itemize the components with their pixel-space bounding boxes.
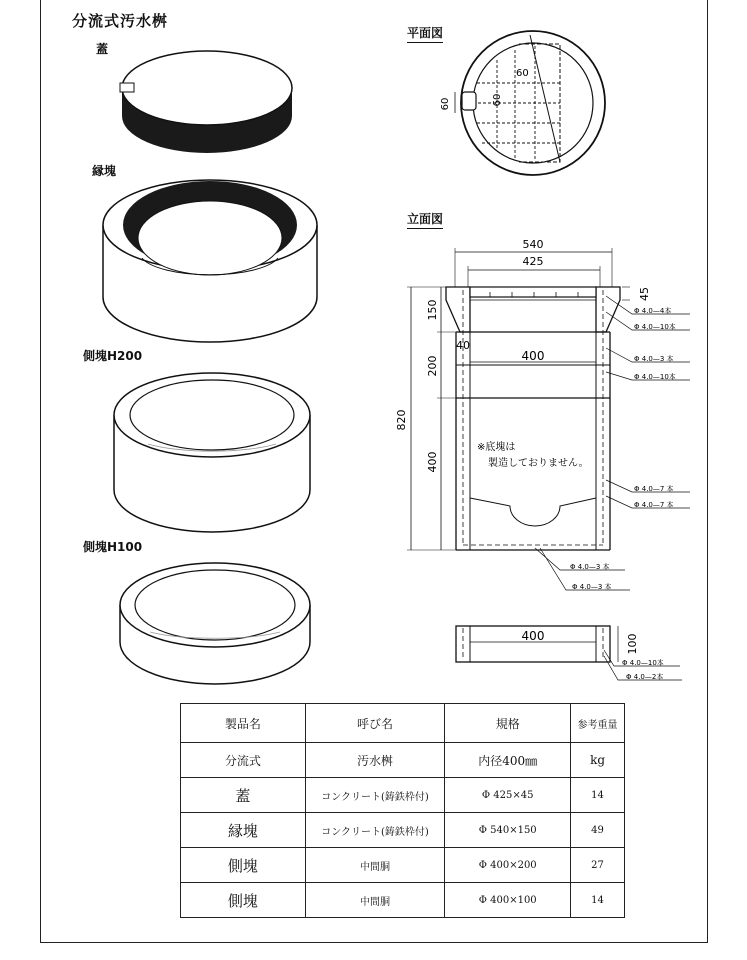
cell-product: 側塊 [181, 848, 306, 883]
rebar-label-2: Φ 4.0—10本 [634, 323, 676, 331]
plan-dim-60-lug: 60 [440, 97, 451, 111]
label-side-h100: 側塊H100 [83, 540, 143, 554]
cell-nominal: 中間胴 [305, 848, 445, 883]
elev-dim-150: 150 [426, 299, 439, 321]
elevation-view-title: 立面図 [407, 212, 443, 229]
small-rebar-label-1: Φ 4.0—10本 [622, 659, 664, 667]
side-block-h100-illustration [120, 563, 310, 684]
cell-nominal: 中間胴 [305, 883, 445, 918]
cell-spec: Φ 400×100 [445, 883, 571, 918]
label-lid: 蓋 [96, 42, 109, 56]
elev-dim-40: 40 [456, 339, 470, 352]
cell-product: 縁塊 [181, 813, 306, 848]
side-block-h200-illustration [114, 373, 310, 532]
table-row [181, 883, 625, 918]
elev-dim-820: 820 [395, 409, 408, 431]
rebar-label-6: Φ 4.0—7 本 [634, 501, 674, 509]
elev-dim-425: 425 [522, 255, 544, 268]
elev-dim-200: 200 [426, 355, 439, 377]
plan-dim-60-inner: 60 [492, 93, 503, 107]
plan-view-title: 平面図 [407, 26, 443, 43]
rebar-label-1: Φ 4.0—4本 [634, 307, 672, 315]
cell-weight: kg [571, 743, 625, 778]
cell-product: 蓋 [181, 778, 306, 813]
header-specification: 規格 [445, 704, 571, 743]
lid-illustration [120, 51, 292, 153]
cell-spec: Φ 540×150 [445, 813, 571, 848]
table-row [181, 813, 625, 848]
small-section-view [456, 626, 682, 681]
drawing-title: 分流式汚水桝 [72, 12, 169, 30]
rebar-label-4: Φ 4.0—10本 [634, 373, 676, 381]
table-row [181, 743, 625, 778]
cell-nominal: コンクリート(鋳鉄枠付) [305, 813, 445, 848]
header-reference-weight: 参考重量 [571, 704, 625, 743]
cell-weight: 14 [571, 778, 625, 813]
cell-spec: Φ 400×200 [445, 848, 571, 883]
small-dim-100: 100 [626, 633, 639, 655]
cell-product: 分流式 [181, 743, 306, 778]
label-side-h200: 側塊H200 [83, 349, 143, 363]
label-rim: 縁塊 [92, 164, 117, 178]
rebar-label-3: Φ 4.0—3 本 [634, 355, 674, 363]
cell-spec: 内径400㎜ [445, 743, 571, 778]
table-row [181, 778, 625, 813]
elev-dim-45: 45 [638, 287, 651, 301]
spec-table-header-row [181, 704, 625, 743]
elevation-view [395, 238, 690, 591]
cell-weight: 27 [571, 848, 625, 883]
rebar-label-7: Φ 4.0—3 本 [570, 563, 610, 571]
elev-dim-400-inner: 400 [521, 349, 545, 363]
small-rebar-label-2: Φ 4.0—2本 [626, 673, 664, 681]
cell-nominal: 汚水桝 [305, 743, 445, 778]
elev-note-line2: 製造しておりません。 [488, 458, 589, 469]
plan-dim-60-horizontal: 60 [516, 68, 529, 79]
cell-weight: 49 [571, 813, 625, 848]
header-product-name: 製品名 [181, 704, 306, 743]
elev-dim-400-vertical: 400 [426, 451, 439, 473]
rim-block-illustration [103, 180, 317, 342]
elev-dim-540: 540 [522, 238, 544, 251]
rebar-label-5: Φ 4.0—7 本 [634, 485, 674, 493]
elev-note-line1: ※底塊は [477, 442, 516, 453]
cell-product: 側塊 [181, 883, 306, 918]
rebar-label-8: Φ 4.0—3 本 [572, 583, 612, 591]
table-row [181, 848, 625, 883]
cell-weight: 14 [571, 883, 625, 918]
plan-view [440, 31, 605, 175]
small-dim-400: 400 [521, 629, 545, 643]
cell-nominal: コンクリート(鋳鉄枠付) [305, 778, 445, 813]
header-nominal-name: 呼び名 [305, 704, 445, 743]
spec-table [180, 703, 625, 918]
cell-spec: Φ 425×45 [445, 778, 571, 813]
